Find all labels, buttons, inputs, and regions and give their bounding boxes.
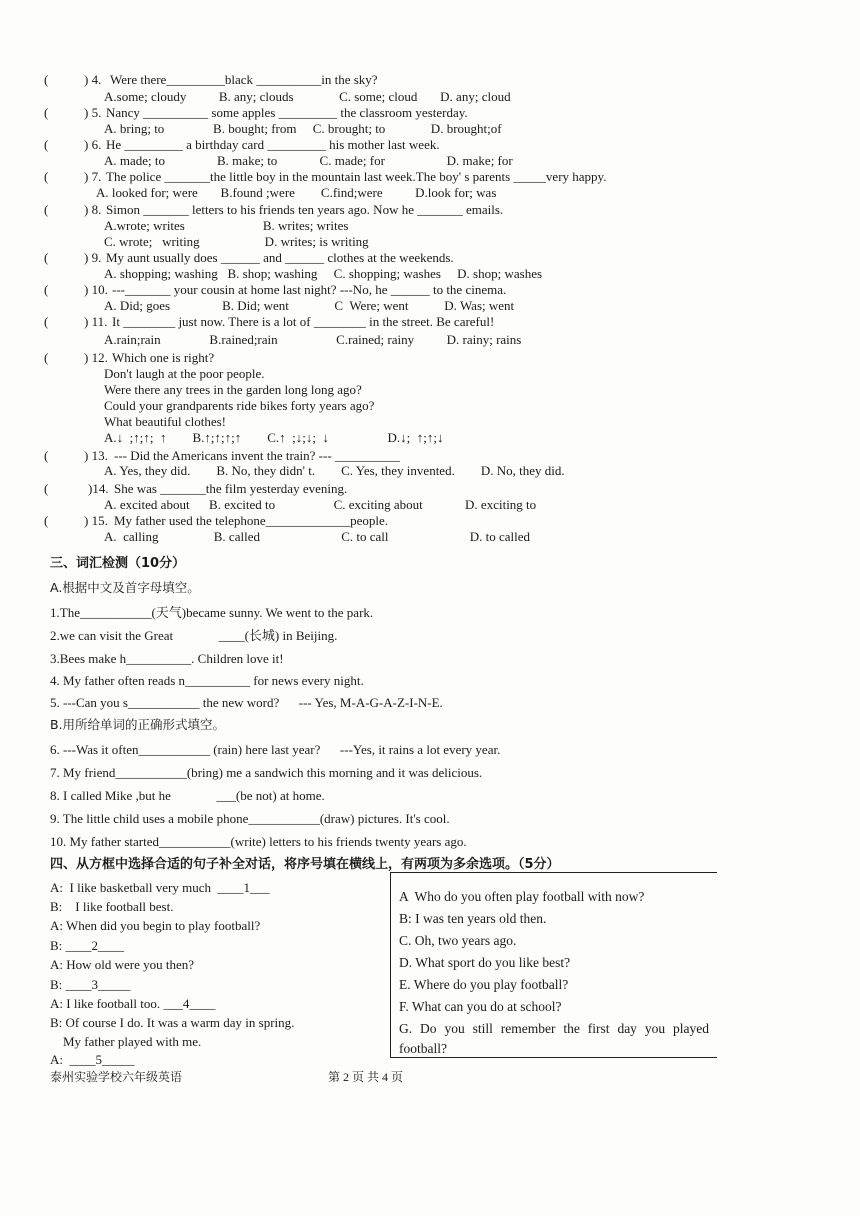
fill-blank-item[interactable]: 10. My father started___________(write) letters to his friends twenty years ago. (50, 834, 467, 849)
question-number: ) 5. (84, 105, 102, 120)
question-options: C. wrote; writing D. writes; is writing (104, 234, 369, 249)
answer-paren[interactable]: ( (44, 513, 49, 528)
question-options: A. bring; to B. bought; from C. brought; to D. brought;of (104, 121, 502, 136)
question-options: A. Yes, they did. B. No, they didn' t. C. Yes, they invented. D. No, they did. (104, 463, 565, 478)
question-text: --- Did the Americans invent the train? --- __________ (114, 448, 400, 463)
question-options: A.rain;rain B.rained;rain C.rained; rainy D. rainy; rains (104, 332, 522, 347)
question-number: ) 9. (84, 250, 102, 265)
question-options: A. shopping; washing B. shop; washing C. shopping; washes D. shop; washes (104, 266, 543, 281)
box-option: D. What sport do you like best? (399, 955, 571, 970)
dialogue-line: A: When did you begin to play football? (50, 918, 261, 933)
box-option: F. What can you do at school? (399, 999, 562, 1014)
question-text: My aunt usually does ______ and ______ clothes at the weekends. (106, 250, 454, 265)
answer-paren[interactable]: ( (44, 137, 49, 152)
dialogue-line[interactable]: A: ____5_____ (50, 1052, 135, 1067)
question-text: She was _______the film yesterday evening. (114, 481, 348, 496)
fill-blank-item[interactable]: 5. ---Can you s___________ the new word? --- Yes, M-A-G-A-Z-I-N-E. (50, 695, 443, 710)
sentence-line: Could your grandparents ride bikes forty years ago? (104, 398, 375, 413)
question-options: A. looked for; were B.found ;were C.find;were D.look for; was (96, 185, 497, 200)
answer-paren[interactable]: ( (44, 202, 49, 217)
dialogue-line: B: I like football best. (50, 899, 174, 914)
box-option: G. Do you still remember the first day you played football? (399, 1021, 709, 1056)
dialogue-line[interactable]: B: ____3_____ (50, 977, 131, 992)
dialogue-line[interactable]: A: I like football too. ___4____ (50, 996, 216, 1011)
fill-blank-item[interactable]: 3.Bees make h__________. Children love it! (50, 651, 284, 666)
question-text: Simon _______ letters to his friends ten years ago. Now he _______ emails. (106, 202, 504, 217)
footer-page-number: 第 2 页 共 4 页 (328, 1070, 404, 1084)
box-option: C. Oh, two years ago. (399, 933, 517, 948)
sentence-line: Were there any trees in the garden long long ago? (104, 382, 362, 397)
question-text: It ________ just now. There is a lot of ________ in the street. Be careful! (112, 314, 495, 329)
question-number: ) 11. (84, 314, 108, 329)
question-options: A.wrote; writes B. writes; writes (104, 218, 349, 233)
answer-paren[interactable]: ( (44, 448, 49, 463)
question-text: Were there_________black __________in the sky? (110, 72, 378, 87)
answer-paren[interactable]: ( (44, 169, 49, 184)
section-title: 四、从方框中选择合适的句子补全对话，将序号填在横线上，有两项为多余选项。（5分） (50, 857, 560, 872)
question-number: ) 15. (84, 513, 108, 528)
question-number: ) 6. (84, 137, 102, 152)
sentence-line: What beautiful clothes! (104, 414, 227, 429)
question-text: ---_______ your cousin at home last night? ---No, he ______ to the cinema. (112, 282, 507, 297)
dialogue-line[interactable]: A: I like basketball very much ____1___ (50, 880, 270, 895)
fill-blank-item[interactable]: 4. My father often reads n__________ for news every night. (50, 673, 364, 688)
fill-blank-item[interactable]: 8. I called Mike ,but he ___(be not) at home. (50, 788, 325, 803)
dialogue-line: B: Of course I do. It was a warm day in spring. (50, 1015, 295, 1030)
question-text: Nancy __________ some apples _________ the classroom yesterday. (106, 105, 468, 120)
question-text: Which one is right? (112, 350, 215, 365)
question-number: ) 4. (84, 72, 102, 87)
question-number: )14. (88, 481, 109, 496)
question-number: ) 12. (84, 350, 108, 365)
option-box (390, 872, 717, 1058)
box-option: A Who do you often play football with now? (399, 889, 645, 904)
question-number: ) 7. (84, 169, 102, 184)
fill-blank-item[interactable]: 7. My friend___________(bring) me a sandwich this morning and it was delicious. (50, 765, 483, 780)
answer-paren[interactable]: ( (44, 282, 49, 297)
answer-paren[interactable]: ( (44, 481, 49, 496)
footer-school: 泰州实验学校六年级英语 (50, 1070, 183, 1084)
question-text: The police _______the little boy in the mountain last week.The boy' s parents _____very happy. (106, 169, 607, 184)
part-heading: B.用所给单词的正确形式填空。 (50, 717, 226, 732)
fill-blank-item[interactable]: 9. The little child uses a mobile phone___________(draw) pictures. It's cool. (50, 811, 450, 826)
question-number: ) 10. (84, 282, 108, 297)
question-options: A.some; cloudy B. any; clouds C. some; cloud D. any; cloud (104, 89, 511, 104)
part-heading: A.根据中文及首字母填空。 (50, 580, 200, 595)
box-option: B: I was ten years old then. (399, 911, 547, 926)
fill-blank-item[interactable]: 2.we can visit the Great ____(长城) in Beijing. (50, 628, 338, 643)
box-option: E. Where do you play football? (399, 977, 569, 992)
question-number: ) 8. (84, 202, 102, 217)
question-options: A. made; to B. make; to C. made; for D. make; for (104, 153, 513, 168)
question-options: A. excited about B. excited to C. exciting about D. exciting to (104, 497, 537, 512)
question-text: He _________ a birthday card _________ his mother last week. (106, 137, 440, 152)
fill-blank-item[interactable]: 1.The___________(天气)became sunny. We went to the park. (50, 605, 374, 620)
question-number: ) 13. (84, 448, 108, 463)
answer-paren[interactable]: ( (44, 250, 49, 265)
answer-paren[interactable]: ( (44, 350, 49, 365)
answer-paren[interactable]: ( (44, 105, 49, 120)
dialogue-line: A: How old were you then? (50, 957, 195, 972)
sentence-line: Don't laugh at the poor people. (104, 366, 265, 381)
question-options: A.↓ ;↑;↑; ↑ B.↑;↑;↑;↑ C.↑ ;↓;↓; ↓ D.↓; ↑;↑;↓ (104, 430, 444, 445)
fill-blank-item[interactable]: 6. ---Was it often___________ (rain) here last year? ---Yes, it rains a lot every year. (50, 742, 501, 757)
question-options: A. Did; goes B. Did; went C Were; went D. Was; went (104, 298, 515, 313)
dialogue-line: My father played with me. (50, 1034, 202, 1049)
answer-paren[interactable]: ( (44, 72, 49, 87)
question-text: My father used the telephone_____________people. (114, 513, 389, 528)
question-options: A. calling B. called C. to call D. to called (104, 529, 531, 544)
answer-paren[interactable]: ( (44, 314, 49, 329)
dialogue-line[interactable]: B: ____2____ (50, 938, 125, 953)
section-title: 三、词汇检测（10分） (50, 556, 186, 571)
